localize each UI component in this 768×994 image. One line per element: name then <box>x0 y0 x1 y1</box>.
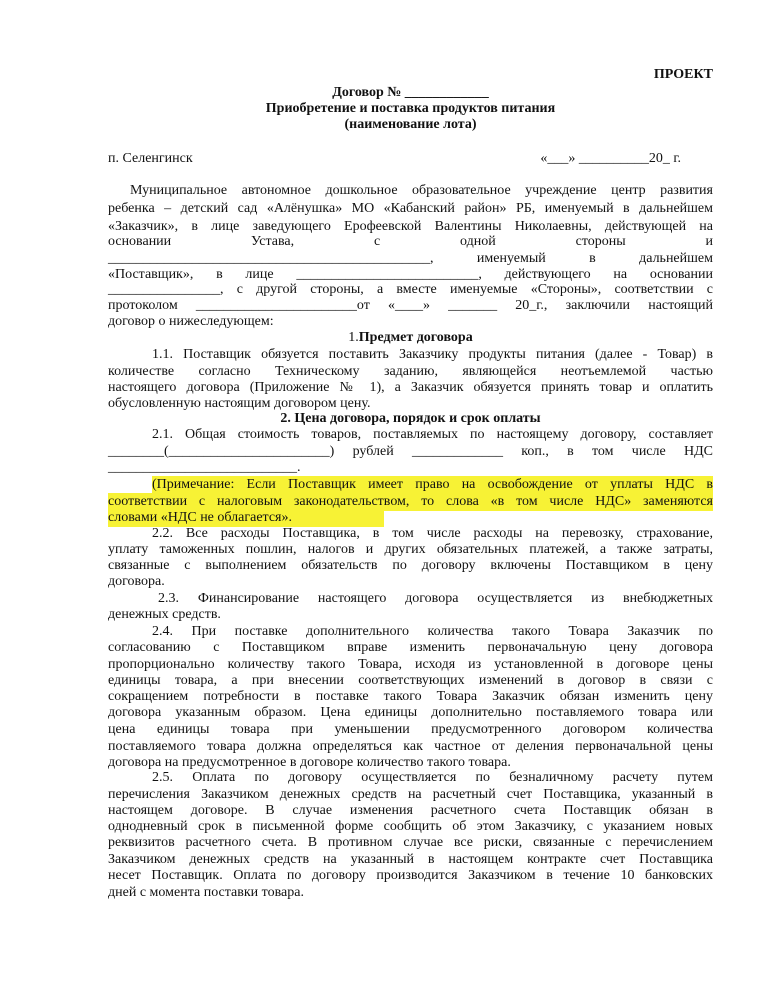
vat-note-line: (Примечание: Если Поставщик имеет право на освобождение от уплаты НДС в <box>152 477 713 492</box>
preamble-line: основании Устава, с одной стороны и <box>108 234 713 249</box>
place-date-row <box>108 150 713 168</box>
section-1-heading <box>108 329 713 347</box>
clause-2-4-line: пропорционально количеству такого Товара, исходя из установленной в договоре цены <box>108 657 713 672</box>
clause-2-1-line: ___________________________. <box>108 460 301 475</box>
preamble-line: Муниципальное автономное дошкольное образовательное учреждение центр развития <box>130 183 713 198</box>
section-1-line: обусловленную настоящим договором цену. <box>108 396 371 411</box>
clause-2-4-line: договора на предусмотренное в договоре количество такого товара. <box>108 755 511 770</box>
clause-2-2-line: уплату таможенных пошлин, налогов и других обязательных платежей, а также затраты, <box>108 542 713 557</box>
clause-2-4-line: 2.4. При поставке дополнительного количества такого Товара Заказчик по <box>152 624 713 639</box>
clause-2-5-line: дней с момента поставки товара. <box>108 885 304 900</box>
clause-2-3-line: денежных средств. <box>108 607 221 622</box>
clause-2-4-line: единицы товара, а при внесении соответствующих изменений в договор в связи с <box>108 673 713 688</box>
clause-2-4-line: сокращением потребности в поставке такого Товара Заказчик обязан изменить цену <box>108 689 713 704</box>
clause-2-2-line: договора. <box>108 574 165 589</box>
clause-2-4-line: цена единицы товара при уменьшении предусмотренного договором количества <box>108 722 713 737</box>
section-1-number: 1. <box>348 330 359 345</box>
preamble-line: ________________, с другой стороны, а вместе именуемые «Стороны», соответствии с <box>108 282 713 297</box>
preamble-line: договор о нижеследующем: <box>108 314 274 329</box>
place: п. Селенгинск <box>108 151 193 166</box>
clause-2-5-line: перечисления Заказчиком денежных средств на расчетный счет Поставщика, указанный в <box>108 787 713 802</box>
clause-2-2-line: 2.2. Все расходы Поставщика, в том числе расходы на перевозку, страхование, <box>152 526 713 541</box>
clause-2-5-line: несет Поставщик. Оплата по договору производится Заказчиком в течение 10 банковских <box>108 868 713 883</box>
clause-2-2-line: связанные с выполнением обязательств по договору включены Поставщиком в цену <box>108 558 713 573</box>
preamble-line: «Заказчик», в лице заведующего Ерофеевской Валентины Николаевны, действующей на <box>108 219 713 234</box>
date: «___» __________20_ г. <box>540 151 681 166</box>
preamble-line: протоколом _______________________от «____» _______ 20_г., заключили настоящий <box>108 298 713 313</box>
preamble-line: ______________________________________________, именуемый в дальнейшем <box>108 251 713 266</box>
section-1-line: настоящего договора (Приложение № 1), а Заказчик обязуется принять товар и оплатить <box>108 380 713 395</box>
clause-2-5-line: однодневный срок в письменной форме сообщить об этом Заказчику, с указанием новых <box>108 819 713 834</box>
clause-2-5-line: Заказчиком денежных средств на указанный в настоящем контракте счет Поставщика <box>108 852 713 867</box>
section-1-title: Предмет договора <box>358 330 473 345</box>
section-2-heading: 2. Цена договора, порядок и срок оплаты <box>280 411 541 426</box>
clause-2-5-line: реквизитов расчетного счета. В противном случае все риски, связанные с перечислением <box>108 835 713 850</box>
clause-2-4-line: поставляемого товара должна определяться как частное от деления первоначальной цены <box>108 739 713 754</box>
clause-2-3-line: 2.3. Финансирование настоящего договора осуществляется из внебюджетных <box>158 591 713 606</box>
clause-2-5-line: настоящем договоре. В случае изменения расчетного счета Поставщик обязан в <box>108 803 713 818</box>
clause-2-1-line: 2.1. Общая стоимость товаров, поставляемых по настоящему договору, составляет <box>152 427 713 442</box>
section-1-line: количестве согласно Техническому заданию, являющейся неотъемлемой частью <box>108 364 713 379</box>
contract-number: Договор № ____________ <box>332 85 489 100</box>
vat-note-line: словами «НДС не облагается». <box>108 509 384 527</box>
lot-name: (наименование лота) <box>344 117 477 132</box>
draft-label: ПРОЕКТ <box>653 67 713 82</box>
section-1-line: 1.1. Поставщик обязуется поставить Заказчику продукты питания (далее - Товар) в <box>152 347 713 362</box>
vat-note-line: соответствии с налоговым законодательством, то слова «в том числе НДС» заменяются <box>108 494 713 509</box>
contract-subject: Приобретение и поставка продуктов питания <box>265 101 556 116</box>
clause-2-4-line: согласованию с Поставщиком вправе изменить первоначальную цену договора <box>108 640 713 655</box>
preamble-line: «Поставщик», в лице __________________________, действующего на основании <box>108 267 713 282</box>
clause-2-4-line: договора указанным образом. Цена единицы дополнительно поставляемого товара или <box>108 705 713 720</box>
clause-2-1-line: ________(_______________________) рублей _____________ коп., в том числе НДС <box>108 444 713 459</box>
preamble-line: ребенка – детский сад «Алёнушка» МО «Кабанский район» РБ, именуемый в дальнейшем <box>108 201 713 216</box>
clause-2-5-line: 2.5. Оплата по договору осуществляется по безналичному расчету путем <box>152 770 713 785</box>
